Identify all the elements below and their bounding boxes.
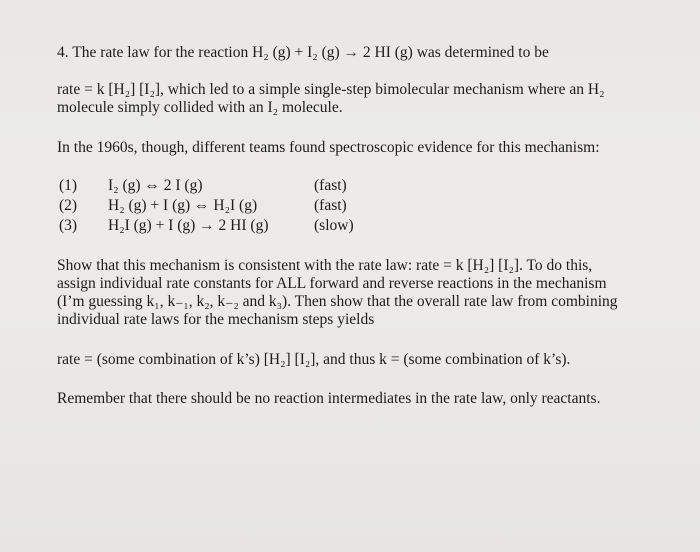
instruction-line-3: (I’m guessing k₁, k₋₁, k₂, k₋₂ and k₃). Then show that the overall rate law from combining xyxy=(57,293,618,310)
step-speed: (fast) xyxy=(314,197,347,214)
step-number: (2) xyxy=(59,197,78,214)
step-speed: (slow) xyxy=(314,217,354,234)
instruction-line-4: individual rate laws for the mechanism steps yields xyxy=(57,311,375,328)
step-speed: (fast) xyxy=(314,177,347,194)
evidence-line: In the 1960s, though, different teams found spectroscopic evidence for this mechanism: xyxy=(57,139,600,156)
question-intro-line: 4. The rate law for the reaction H₂ (g) + I₂ (g) → 2 HI (g) was determined to be xyxy=(57,44,549,61)
step-equation: H₂ (g) + I (g) ⇔ H₂I (g) xyxy=(108,197,258,214)
step-number: (3) xyxy=(59,217,78,234)
step-equation: I₂ (g) ⇔ 2 I (g) xyxy=(108,177,203,194)
rate-law-line: rate = k [H₂] [I₂], which led to a simple single-step bimolecular mechanism where an H₂ xyxy=(57,81,605,98)
instruction-line-1: Show that this mechanism is consistent with the rate law: rate = k [H₂] [I₂]. To do this, xyxy=(57,257,593,274)
instruction-line-2: assign individual rate constants for ALL forward and reverse reactions in the mechanism xyxy=(57,275,607,292)
reminder-line: Remember that there should be no reaction intermediates in the rate law, only reactants. xyxy=(57,390,601,407)
step-equation: H₂I (g) + I (g) → 2 HI (g) xyxy=(108,217,269,234)
collision-line: molecule simply collided with an I₂ molecule. xyxy=(57,99,343,116)
step-number: (1) xyxy=(59,177,78,194)
target-rate-line: rate = (some combination of k’s) [H₂] [I₂], and thus k = (some combination of k’s). xyxy=(57,351,571,368)
